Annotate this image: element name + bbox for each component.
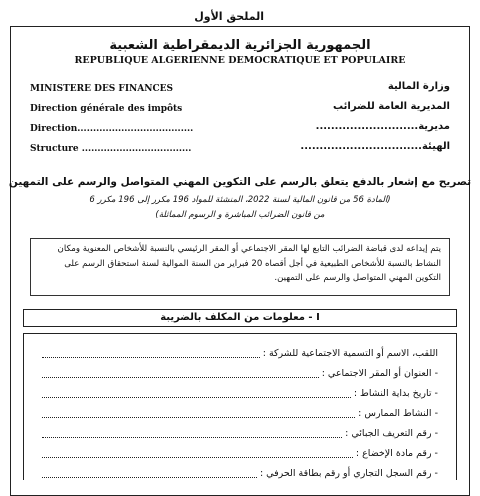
dgi-ar: المديرية العامة للضرائب <box>333 101 450 112</box>
taxpayer-info-box <box>23 333 457 480</box>
section-1-header: I - معلومات من المكلف بالضريبة <box>23 309 457 327</box>
annex-label: الملحق الأول <box>194 10 264 23</box>
field-dotted-line[interactable] <box>42 408 355 418</box>
declaration-subtitle-line1: (المادة 56 من قانون المالية لسنة 2022، المنشئة للمواد 196 مكرر إلى 196 مكرر 6 <box>89 195 391 205</box>
structure-ar: الهيئة................................ <box>300 141 450 152</box>
field-commerce-register-row[interactable] <box>42 466 438 480</box>
field-label: - العنوان أو المقر الاجتماعي : <box>321 368 438 379</box>
republic-title-ar: الجمهورية الجزائرية الديمقراطية الشعبية <box>109 38 371 53</box>
ministry-fr: MINISTERE DES FINANCES <box>30 84 173 94</box>
filing-notice-box <box>30 238 450 296</box>
ministry-ar: وزارة المالية <box>387 81 450 92</box>
field-name-row[interactable] <box>42 346 438 360</box>
field-start-date-row[interactable] <box>42 386 438 400</box>
field-dotted-line[interactable] <box>42 448 353 458</box>
field-dotted-line[interactable] <box>42 368 319 378</box>
field-dotted-line[interactable] <box>42 388 351 398</box>
declaration-title: تصريح مع إشعار بالدفع يتعلق بالرسم على التكوين المهني المتواصل والرسم على التمهين <box>8 176 472 188</box>
field-article-number-row[interactable] <box>42 446 438 460</box>
field-dotted-line[interactable] <box>42 468 257 478</box>
field-tax-id-row[interactable] <box>42 426 438 440</box>
declaration-subtitle-line2: من قانون الضرائب المباشرة و الرسوم المماثلة) <box>155 210 325 220</box>
field-dotted-line[interactable] <box>42 348 260 358</box>
field-label: - رقم السجل التجاري أو رقم بطاقة الحرفي : <box>259 468 438 479</box>
field-label: - رقم التعريف الجبائي : <box>345 428 438 439</box>
field-label: اللقب، الاسم أو التسمية الاجتماعية للشركة : <box>262 348 438 359</box>
republic-title-fr: REPUBLIQUE ALGERIENNE DEMOCRATIQUE ET POPULAIRE <box>74 55 406 66</box>
field-address-row[interactable] <box>42 366 438 380</box>
direction-ar: مديرية........................... <box>315 121 450 132</box>
structure-fr: Structure ................................... <box>30 144 192 154</box>
field-label: - رقم مادة الإخضاع : <box>355 448 438 459</box>
field-activity-row[interactable] <box>42 406 438 420</box>
field-label: - تاريخ بداية النشاط : <box>353 388 438 399</box>
field-label: - النشاط الممارس : <box>358 408 438 419</box>
field-dotted-line[interactable] <box>42 428 342 438</box>
filing-notice-text: يتم إيداعه لدى قباضة الضرائب التابع لها المقر الاجتماعي أو المقر الرئيسي بالنسبة للأشخاص المعنوية ومكان النشاط بالنسبة للأشخاص الطبيعية في أجل أقصاه 20 فبراير من السنة الموالية لسنة استحقاق الرسم على التكوين المهني المتواصل والرسم على التمهين. <box>57 244 441 283</box>
dgi-fr: Direction générale des impôts <box>30 104 183 114</box>
direction-fr: Direction..................................... <box>30 124 194 134</box>
